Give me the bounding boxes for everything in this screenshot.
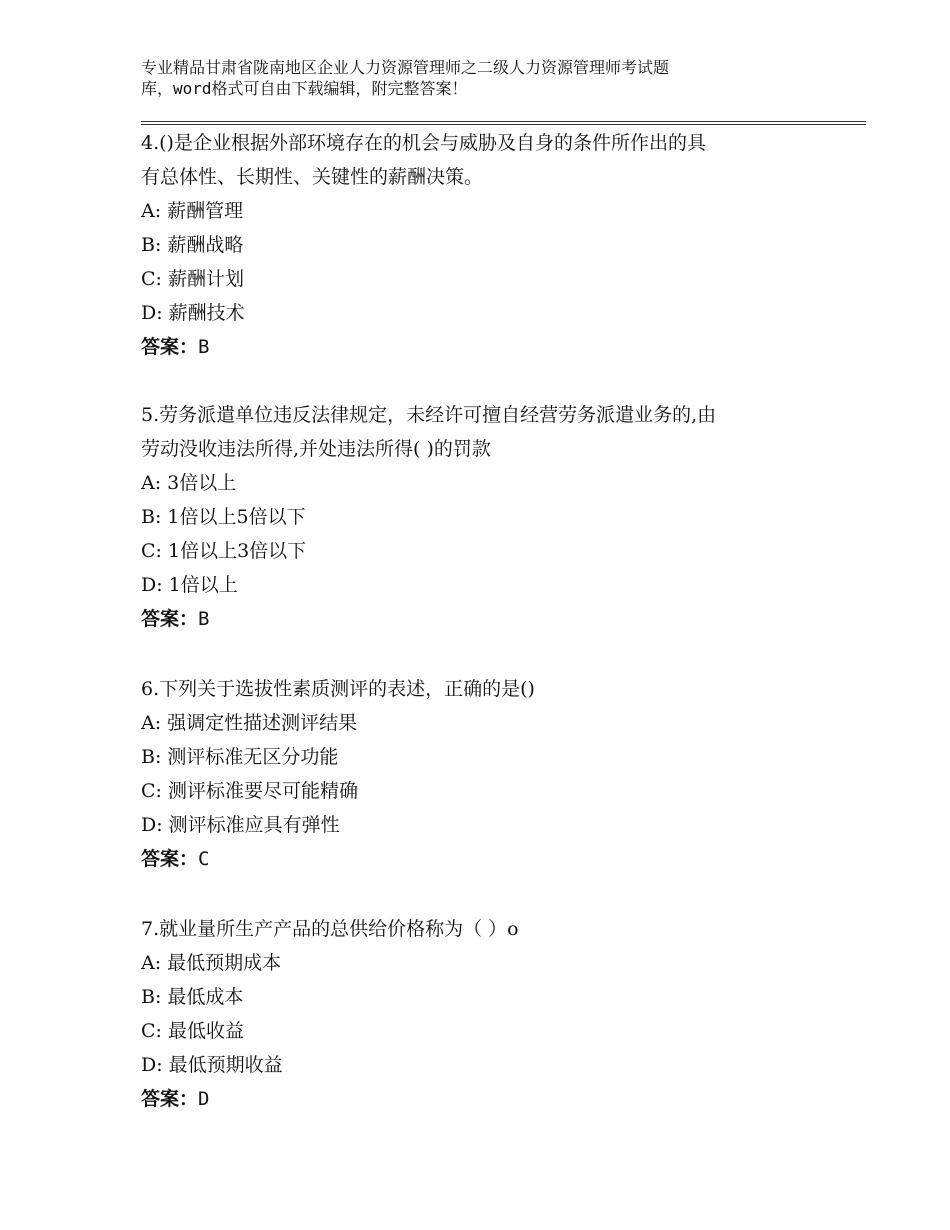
answer-value: C (198, 848, 210, 870)
question-text-line: 7.就业量所生产产品的总供给价格称为（ ）o (141, 918, 519, 940)
option-a: A: 3倍以上 (141, 472, 237, 494)
header-divider-top (141, 121, 866, 122)
option-d: D: 最低预期收益 (141, 1054, 283, 1076)
option-c: C: 测评标准要尽可能精确 (141, 780, 358, 802)
option-b: B: 薪酬战略 (141, 234, 244, 256)
option-a: A: 强调定性描述测评结果 (141, 712, 358, 734)
answer-label: 答案： (141, 336, 199, 358)
option-b: B: 测评标准无区分功能 (141, 746, 339, 768)
option-c: C: 薪酬计划 (141, 268, 244, 290)
question-text-line: 6.下列关于选拔性素质测评的表述，正确的是() (141, 678, 535, 700)
option-b: B: 1倍以上5倍以下 (141, 506, 306, 528)
header-divider-bottom (141, 124, 866, 125)
document-header (141, 57, 841, 99)
option-d: D: 薪酬技术 (141, 302, 245, 324)
answer-label: 答案： (141, 848, 199, 870)
answer-line (141, 842, 821, 876)
answer-label: 答案： (141, 1088, 199, 1110)
option-d: D: 1倍以上 (141, 574, 238, 596)
question-text-line: 5.劳务派遣单位违反法律规定，未经许可擅自经营劳务派遣业务的,由 (141, 404, 717, 426)
option-c: C: 最低收益 (141, 1020, 244, 1042)
option-a: A: 薪酬管理 (141, 200, 244, 222)
question-6 (141, 672, 821, 876)
option-b: B: 最低成本 (141, 986, 244, 1008)
answer-label: 答案： (141, 608, 199, 630)
question-text-line: 劳动没收违法所得,并处违法所得( )的罚款 (141, 438, 491, 460)
answer-line (141, 330, 821, 364)
header-line-2: 库，word格式可自由下载编辑，附完整答案！ (141, 79, 468, 98)
option-d: D: 测评标准应具有弹性 (141, 814, 340, 836)
question-text-line: 4.()是企业根据外部环境存在的机会与威胁及自身的条件所作出的具 (141, 132, 706, 154)
answer-line (141, 1082, 821, 1116)
question-5 (141, 398, 821, 636)
header-line-1: 专业精品甘肃省陇南地区企业人力资源管理师之二级人力资源管理师考试题 (141, 58, 670, 77)
option-c: C: 1倍以上3倍以下 (141, 540, 307, 562)
option-a: A: 最低预期成本 (141, 952, 282, 974)
question-text-line: 有总体性、长期性、关键性的薪酬决策。 (141, 166, 484, 188)
answer-value: B (198, 336, 210, 358)
question-4 (141, 126, 821, 364)
answer-value: D (198, 1088, 210, 1110)
answer-line (141, 602, 821, 636)
question-7 (141, 912, 821, 1116)
answer-value: B (198, 608, 210, 630)
